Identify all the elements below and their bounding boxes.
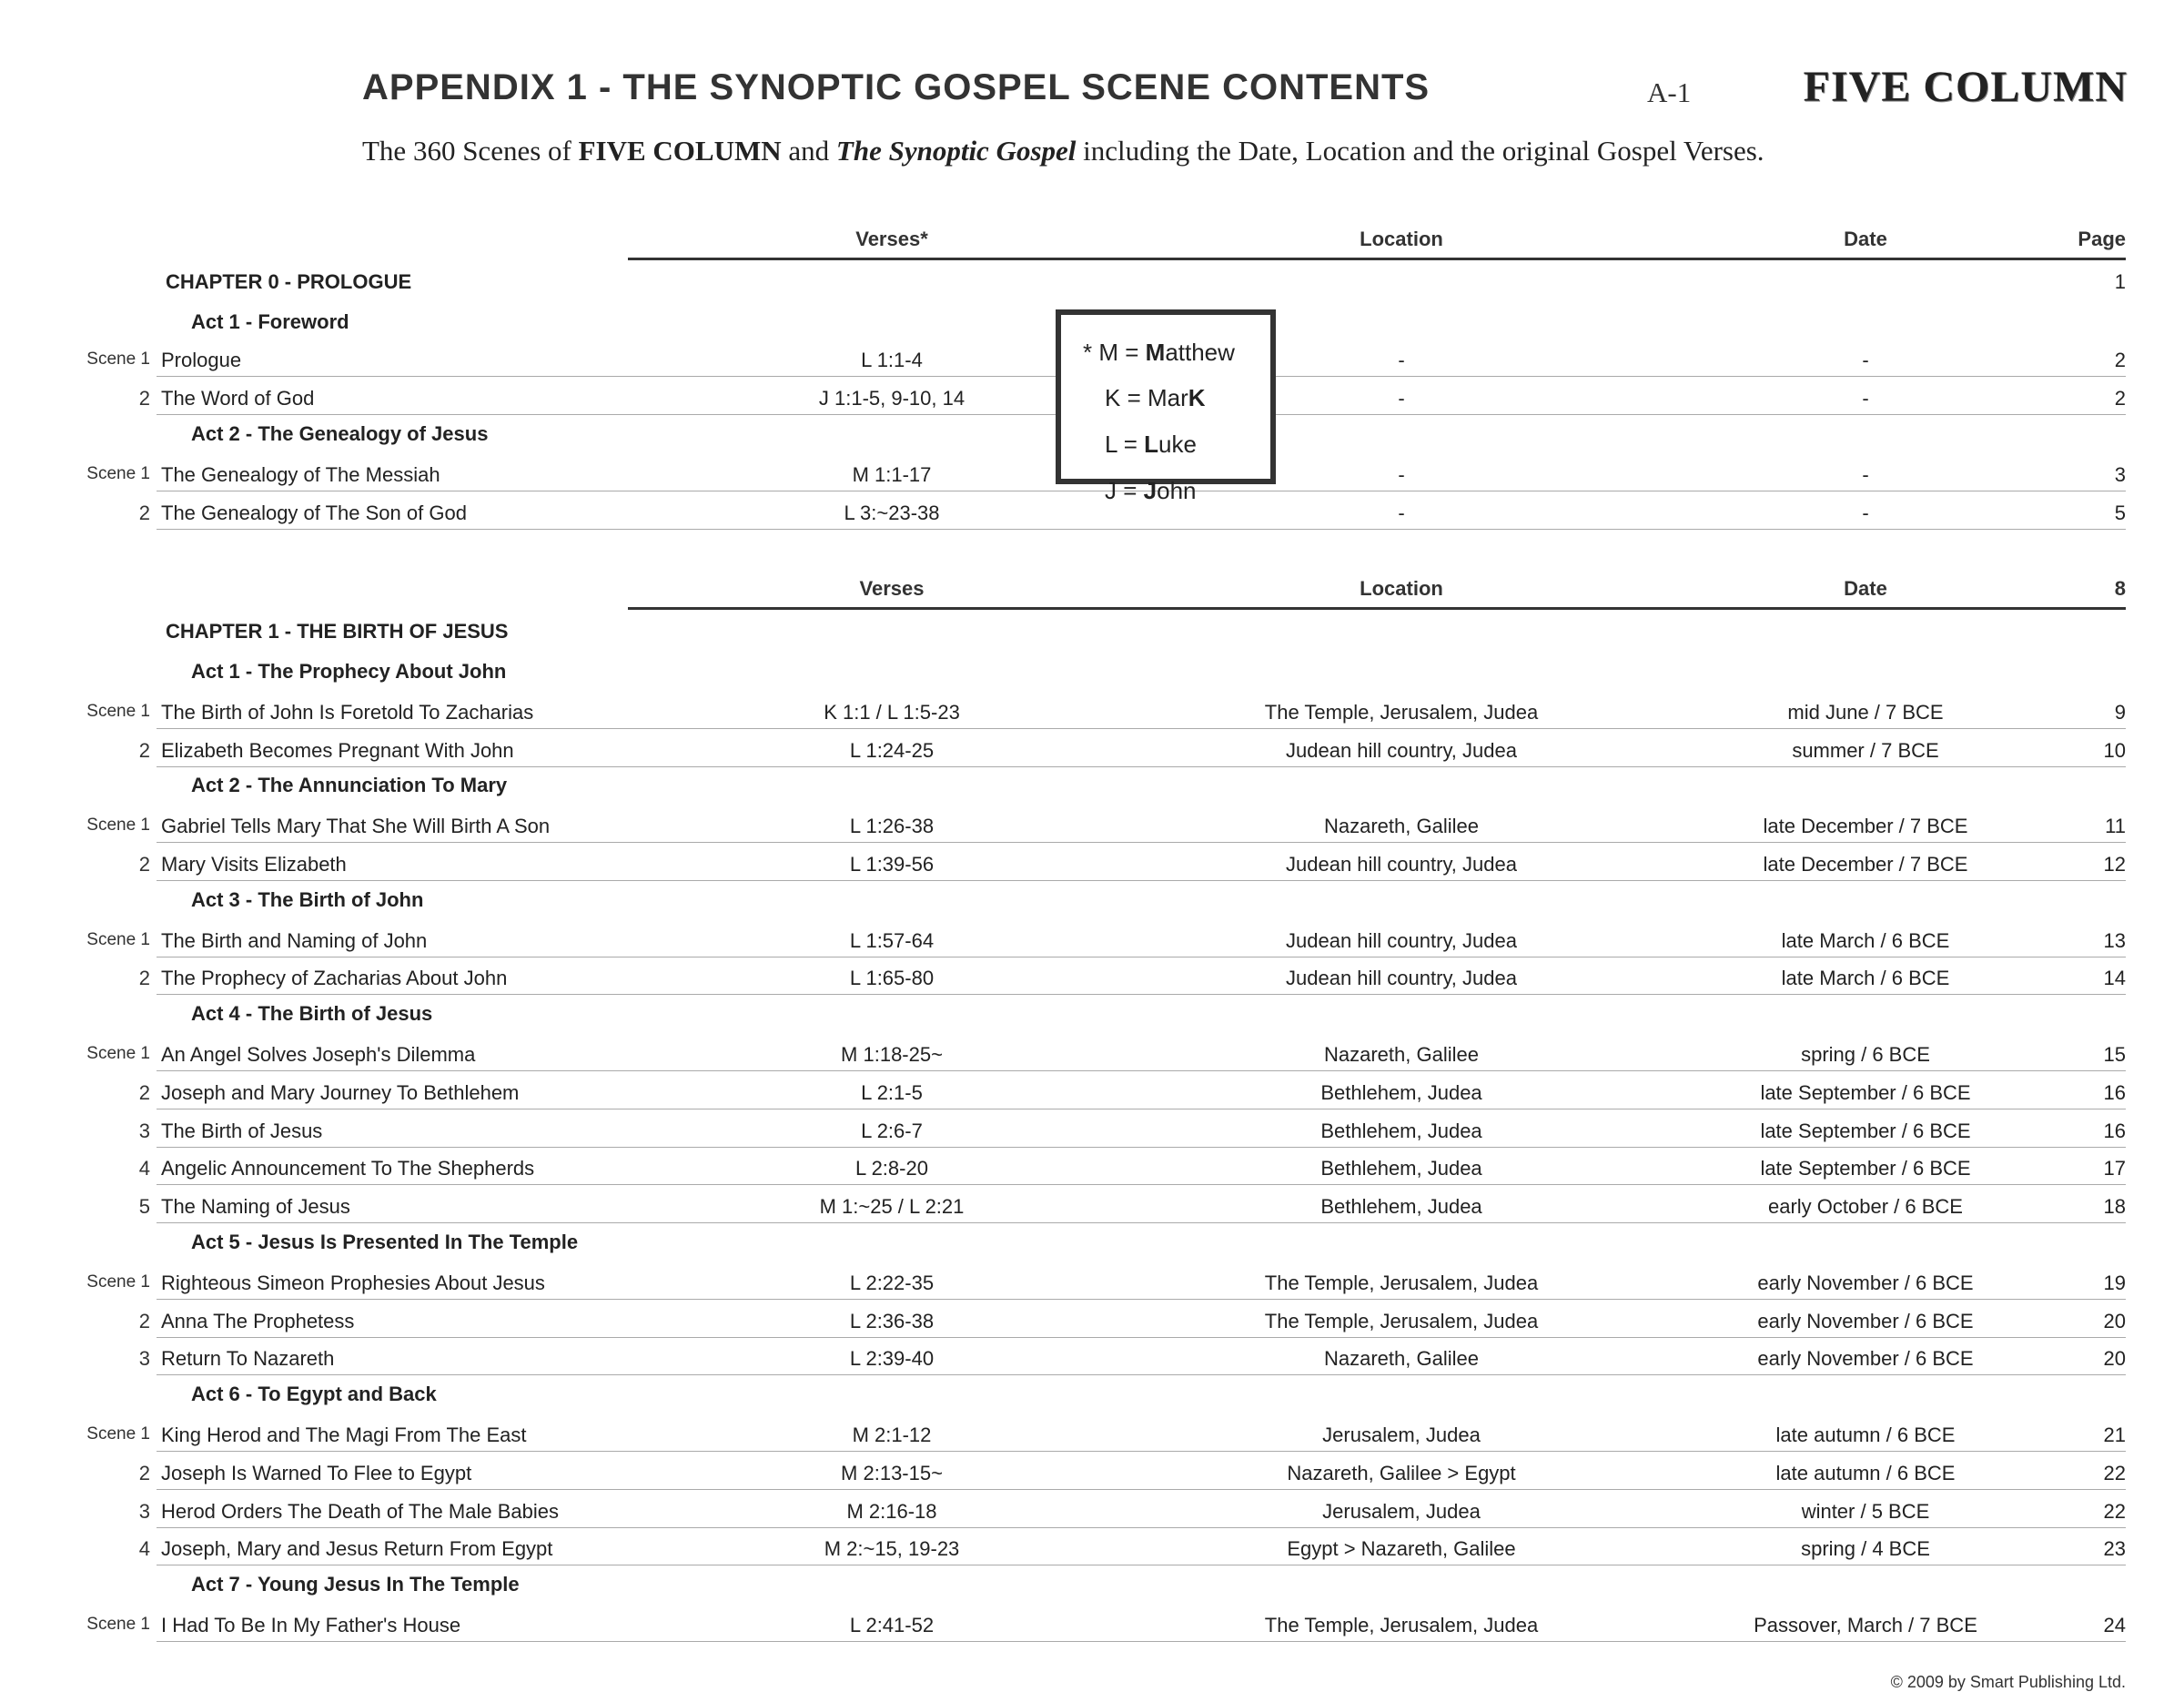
legend-text: J = [1105, 477, 1144, 504]
table-row [0, 691, 2184, 729]
act-row [0, 653, 2184, 691]
scene-verses: K 1:1 / L 1:5-23 [824, 701, 960, 724]
scene-date: late December / 7 BCE [1763, 853, 1968, 876]
scene-location: Jerusalem, Judea [1322, 1500, 1481, 1523]
scene-page: 21 [2103, 1424, 2126, 1446]
page-reference: A-1 [1647, 76, 1692, 108]
scene-title: Joseph, Mary and Jesus Return From Egypt [161, 1537, 553, 1560]
scene-title: An Angel Solves Joseph's Dilemma [161, 1043, 476, 1066]
scene-date: - [1862, 463, 1869, 486]
scene-location: Judean hill country, Judea [1286, 853, 1517, 876]
scene-date: winter / 5 BCE [1801, 1500, 1930, 1523]
five-column-logo: FIVE COLUMN [1803, 63, 2128, 111]
table-row [0, 1033, 2184, 1071]
scene-number: 4 [138, 1537, 150, 1560]
scene-number: 2 [138, 1310, 150, 1332]
chapter-page: 8 [2114, 577, 2126, 600]
legend-text: L = [1105, 431, 1145, 458]
scene-page: 16 [2103, 1120, 2126, 1142]
table-row [0, 919, 2184, 957]
scene-page: 22 [2103, 1462, 2126, 1484]
scene-title: Prologue [161, 349, 242, 371]
chapter1-column-header [0, 573, 2184, 610]
act-title: Act 4 - The Birth of Jesus [191, 1002, 433, 1025]
chapter-page: 1 [2114, 270, 2126, 293]
act-row [0, 881, 2184, 919]
scene-date: late September / 6 BCE [1760, 1081, 1971, 1104]
scene-title: Mary Visits Elizabeth [161, 853, 347, 876]
page-title: APPENDIX 1 - THE SYNOPTIC GOSPEL SCENE CONTENTS [362, 67, 1431, 107]
col-verses: Verses [859, 577, 925, 600]
scene-page: 2 [2114, 387, 2126, 410]
col-location: Location [1360, 228, 1443, 250]
scene-date: Passover, March / 7 BCE [1754, 1614, 1977, 1636]
subtitle-bold-1: FIVE COLUMN [578, 135, 782, 167]
scene-number: Scene 1 [86, 464, 150, 483]
act-title: Act 6 - To Egypt and Back [191, 1383, 437, 1405]
scene-number: 5 [138, 1195, 150, 1218]
scene-verses: M 1:18-25~ [841, 1043, 943, 1066]
scene-date: - [1862, 502, 1869, 524]
legend-bold: J [1143, 477, 1158, 504]
scene-date: early October / 6 BCE [1768, 1195, 1963, 1218]
scene-number: Scene 1 [86, 1272, 150, 1292]
scene-location: Bethlehem, Judea [1320, 1195, 1482, 1218]
scene-date: late March / 6 BCE [1781, 967, 1950, 989]
scene-title: Herod Orders The Death of The Male Babies [161, 1500, 559, 1523]
act-row [0, 1375, 2184, 1413]
scene-location: - [1398, 387, 1405, 410]
scene-date: summer / 7 BCE [1792, 739, 1939, 762]
scene-page: 11 [2105, 815, 2126, 837]
scene-verses: L 2:36-38 [849, 1310, 935, 1332]
scene-verses: L 1:57-64 [849, 929, 935, 952]
scene-title: The Word of God [161, 387, 315, 410]
scene-title: The Genealogy of The Son of God [161, 502, 467, 524]
scene-number: Scene 1 [86, 1424, 150, 1444]
scene-number: Scene 1 [86, 350, 150, 369]
scene-date: - [1862, 349, 1869, 371]
act-title: Act 2 - The Annunciation To Mary [191, 774, 508, 796]
scene-title: Righteous Simeon Prophesies About Jesus [161, 1272, 545, 1294]
scene-verses: M 1:1-17 [852, 463, 932, 486]
scene-page: 2 [2114, 349, 2126, 371]
scene-location: Nazareth, Galilee [1324, 815, 1479, 837]
chapter-row [0, 613, 2184, 651]
table-row [0, 1490, 2184, 1528]
scene-number: 3 [138, 1120, 150, 1142]
scene-page: 5 [2114, 502, 2126, 524]
col-page: Page [2078, 228, 2126, 250]
scene-location: The Temple, Jerusalem, Judea [1264, 1310, 1539, 1332]
table-row [0, 1147, 2184, 1185]
scene-location: Bethlehem, Judea [1320, 1157, 1482, 1180]
col-verses: Verses* [855, 228, 928, 250]
row-divider [157, 1641, 2126, 1642]
legend-bold: L [1144, 431, 1159, 458]
scene-number: 4 [138, 1157, 150, 1180]
act-title: Act 2 - The Genealogy of Jesus [191, 422, 489, 445]
scene-date: early November / 6 BCE [1757, 1310, 1974, 1332]
scene-location: Nazareth, Galilee [1324, 1347, 1479, 1370]
scene-title: Gabriel Tells Mary That She Will Birth A Son [161, 815, 551, 837]
scene-verses: L 2:1-5 [861, 1081, 923, 1104]
scene-page: 24 [2103, 1614, 2126, 1636]
scene-location: Bethlehem, Judea [1320, 1081, 1482, 1104]
scene-title: Elizabeth Becomes Pregnant With John [161, 739, 514, 762]
scene-date: early November / 6 BCE [1757, 1347, 1974, 1370]
scene-page: 22 [2103, 1500, 2126, 1523]
subtitle-text-1: The 360 Scenes of [362, 135, 579, 167]
scene-title: Angelic Announcement To The Shepherds [161, 1157, 535, 1180]
chapter-row [0, 263, 2184, 301]
act-row [0, 766, 2184, 805]
scene-page: 9 [2114, 701, 2126, 724]
scene-verses: L 2:22-35 [849, 1272, 935, 1294]
scene-title: King Herod and The Magi From The East [161, 1424, 527, 1446]
copyright-footer: © 2009 by Smart Publishing Ltd. [1890, 1673, 2126, 1691]
scene-page: 20 [2103, 1347, 2126, 1370]
scene-location: Jerusalem, Judea [1322, 1424, 1481, 1446]
row-divider [157, 529, 2126, 530]
scene-number: Scene 1 [86, 702, 150, 721]
scene-verses: M 2:~15, 19-23 [824, 1537, 960, 1560]
scene-title: The Prophecy of Zacharias About John [161, 967, 508, 989]
scene-number: 2 [138, 967, 150, 989]
scene-title: The Birth of Jesus [161, 1120, 323, 1142]
subtitle-bold-italic: The Synoptic Gospel [835, 135, 1077, 167]
scene-page: 23 [2103, 1537, 2126, 1560]
table-row [0, 1109, 2184, 1148]
scene-page: 15 [2103, 1043, 2126, 1066]
table-row [0, 1300, 2184, 1338]
table-row [0, 491, 2184, 530]
col-date: Date [1844, 577, 1887, 600]
legend-bold: K [1188, 384, 1206, 411]
scene-verses: L 3:~23-38 [844, 502, 940, 524]
scene-page: 12 [2103, 853, 2126, 876]
scene-location: Nazareth, Galilee [1324, 1043, 1479, 1066]
scene-date: - [1862, 387, 1869, 410]
scene-number: 3 [138, 1347, 150, 1370]
scene-location: - [1398, 463, 1405, 486]
scene-number: 2 [138, 739, 150, 762]
scene-verses: L 2:39-40 [849, 1347, 935, 1370]
col-date: Date [1844, 228, 1887, 250]
scene-number: 2 [138, 853, 150, 876]
table-row [0, 1185, 2184, 1223]
scene-page: 17 [2103, 1157, 2126, 1180]
scene-title: Return To Nazareth [161, 1347, 335, 1370]
scene-location: - [1398, 502, 1405, 524]
chapter-title: CHAPTER 1 - THE BIRTH OF JESUS [166, 620, 509, 643]
act-title: Act 5 - Jesus Is Presented In The Temple [191, 1231, 579, 1253]
scene-title: The Birth and Naming of John [161, 929, 428, 952]
scene-verses: L 2:6-7 [861, 1120, 923, 1142]
scene-verses: L 1:65-80 [849, 967, 935, 989]
scene-date: spring / 6 BCE [1801, 1043, 1930, 1066]
table-row [0, 957, 2184, 995]
scene-title: Joseph Is Warned To Flee to Egypt [161, 1462, 472, 1484]
table-row [0, 729, 2184, 767]
scene-verses: L 2:8-20 [855, 1157, 928, 1180]
table-row [0, 805, 2184, 843]
scene-date: late March / 6 BCE [1781, 929, 1950, 952]
scene-verses: L 1:26-38 [849, 815, 935, 837]
scene-location: Judean hill country, Judea [1286, 739, 1517, 762]
scene-number: Scene 1 [86, 930, 150, 949]
act-row [0, 995, 2184, 1033]
act-title: Act 7 - Young Jesus In The Temple [191, 1573, 520, 1596]
scene-number: 2 [138, 502, 150, 524]
scene-page: 13 [2103, 929, 2126, 952]
scene-number: Scene 1 [86, 816, 150, 835]
scene-location: The Temple, Jerusalem, Judea [1264, 1614, 1539, 1636]
scene-location: Judean hill country, Judea [1286, 967, 1517, 989]
chapter-title: CHAPTER 0 - PROLOGUE [166, 270, 412, 293]
legend-text: K = Mar [1105, 384, 1188, 411]
act-row [0, 1565, 2184, 1604]
scene-date: late September / 6 BCE [1760, 1157, 1971, 1180]
scene-date: late autumn / 6 BCE [1775, 1462, 1956, 1484]
scene-page: 19 [2103, 1272, 2126, 1294]
legend-text: ohn [1157, 477, 1197, 504]
scene-location: Bethlehem, Judea [1320, 1120, 1482, 1142]
legend-bold: M [1145, 339, 1166, 366]
scene-title: The Naming of Jesus [161, 1195, 350, 1218]
table-row [0, 1413, 2184, 1452]
scene-number: 2 [138, 1081, 150, 1104]
scene-location: Nazareth, Galilee > Egypt [1287, 1462, 1516, 1484]
scene-location: The Temple, Jerusalem, Judea [1264, 1272, 1539, 1294]
scene-location: The Temple, Jerusalem, Judea [1264, 701, 1539, 724]
legend-mark [1105, 384, 1206, 412]
legend-text: atthew [1165, 339, 1235, 366]
legend-luke [1105, 431, 1197, 459]
scene-date: late autumn / 6 BCE [1775, 1424, 1956, 1446]
scene-date: early November / 6 BCE [1757, 1272, 1974, 1294]
subtitle-text-3: including the Date, Location and the original Gospel Verses. [1076, 135, 1764, 167]
scene-title: I Had To Be In My Father's House [161, 1614, 461, 1636]
scene-title: Joseph and Mary Journey To Bethlehem [161, 1081, 520, 1104]
scene-number: Scene 1 [86, 1044, 150, 1063]
act-title: Act 3 - The Birth of John [191, 888, 424, 911]
table-row [0, 843, 2184, 881]
scene-page: 18 [2103, 1195, 2126, 1218]
scene-verses: L 2:41-52 [849, 1614, 935, 1636]
table-row [0, 1452, 2184, 1490]
scene-verses: M 2:13-15~ [841, 1462, 943, 1484]
legend-text: uke [1158, 431, 1197, 458]
legend-matthew [1083, 339, 1235, 367]
scene-title: The Genealogy of The Messiah [161, 463, 440, 486]
scene-verses: L 1:24-25 [849, 739, 935, 762]
table-row [0, 1071, 2184, 1109]
scene-date: mid June / 7 BCE [1787, 701, 1944, 724]
page-subtitle [362, 135, 1764, 167]
scene-verses: J 1:1-5, 9-10, 14 [818, 387, 966, 410]
subtitle-text-2: and [781, 135, 836, 167]
scene-number: 2 [138, 387, 150, 410]
header-divider [628, 258, 2126, 260]
scene-title: The Birth of John Is Foretold To Zacharias [161, 701, 534, 724]
scene-verses: M 1:~25 / L 2:21 [819, 1195, 965, 1218]
act-title: Act 1 - Foreword [191, 310, 349, 333]
scene-page: 10 [2103, 739, 2126, 762]
scene-verses: L 1:1-4 [861, 349, 923, 371]
col-location: Location [1360, 577, 1443, 600]
scene-page: 14 [2103, 967, 2126, 989]
table-row [0, 1261, 2184, 1300]
scene-page: 16 [2103, 1081, 2126, 1104]
act-title: Act 1 - The Prophecy About John [191, 660, 507, 683]
scene-verses: M 2:1-12 [852, 1424, 932, 1446]
scene-verses: M 2:16-18 [846, 1500, 937, 1523]
scene-title: Anna The Prophetess [161, 1310, 355, 1332]
legend-john [1105, 477, 1197, 505]
gospel-abbreviation-legend [1056, 309, 1276, 504]
scene-number: 2 [138, 1462, 150, 1484]
scene-date: late September / 6 BCE [1760, 1120, 1971, 1142]
table-row [0, 1604, 2184, 1642]
table-row [0, 1337, 2184, 1375]
chapter0-column-header [0, 224, 2184, 260]
act-row [0, 1223, 2184, 1261]
table-row [0, 1527, 2184, 1565]
scene-number: Scene 1 [86, 1615, 150, 1634]
scene-page: 3 [2114, 463, 2126, 486]
scene-location: Judean hill country, Judea [1286, 929, 1517, 952]
scene-date: spring / 4 BCE [1801, 1537, 1930, 1560]
scene-number: 3 [138, 1500, 150, 1523]
legend-text: * M = [1083, 339, 1146, 366]
scene-page: 20 [2103, 1310, 2126, 1332]
scene-date: late December / 7 BCE [1763, 815, 1968, 837]
scene-verses: L 1:39-56 [849, 853, 935, 876]
scene-location: - [1398, 349, 1405, 371]
scene-location: Egypt > Nazareth, Galilee [1287, 1537, 1516, 1560]
header-divider [628, 607, 2126, 610]
